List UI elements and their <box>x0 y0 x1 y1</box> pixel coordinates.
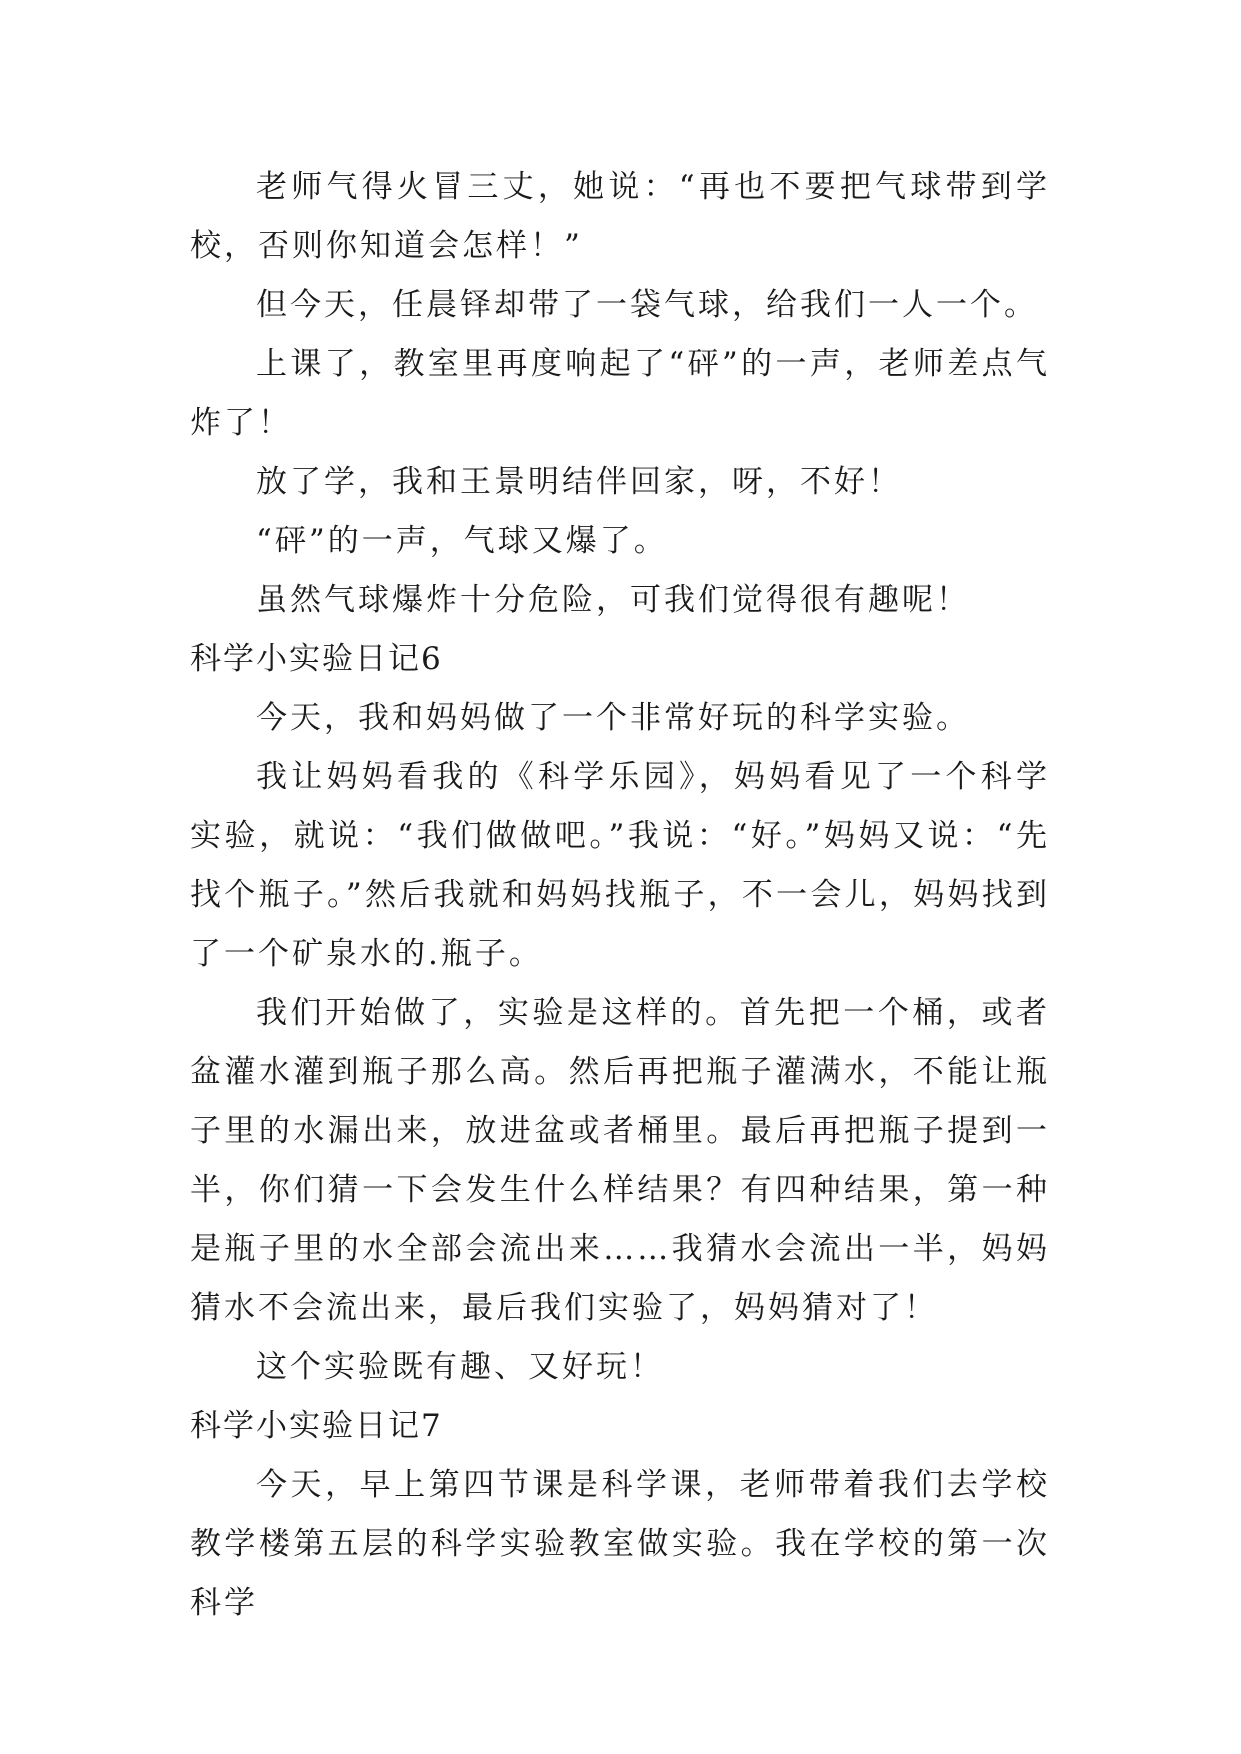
paragraph: 但今天，任晨铎却带了一袋气球，给我们一人一个。 <box>256 287 1038 323</box>
paragraph: 上课了，教室里再度响起了“砰”的一声，老师差点气炸了！ <box>190 346 1050 441</box>
paragraph: 我们开始做了，实验是这样的。首先把一个桶，或者盆灌水灌到瓶子那么高。然后再把瓶子灌满水，不能让瓶子里的水漏出来，放进盆或者桶里。最后再把瓶子提到一半，你们猜一下会发生什么样结果？有四种结果，第一种是瓶子里的水全部会流出来……我猜水会流出一半，妈妈猜水不会流出来，最后我们实验了，妈妈猜对了！ <box>190 995 1050 1326</box>
paragraph: 老师气得火冒三丈，她说：“再也不要把气球带到学校，否则你知道会怎样！” <box>190 169 1050 264</box>
paragraph: 我让妈妈看我的《科学乐园》，妈妈看见了一个科学实验，就说：“我们做做吧。”我说：“好。”妈妈又说：“先找个瓶子。”然后我就和妈妈找瓶子，不一会儿，妈妈找到了一个矿泉水的.瓶子。 <box>190 759 1050 972</box>
paragraph: 今天，早上第四节课是科学课，老师带着我们去学校教学楼第五层的科学实验教室做实验。我在学校的第一次科学 <box>190 1467 1050 1621</box>
paragraph: 这个实验既有趣、又好玩！ <box>256 1349 664 1385</box>
section-title-7: 科学小实验日记7 <box>190 1408 443 1444</box>
paragraph: 今天，我和妈妈做了一个非常好玩的科学实验。 <box>256 700 970 736</box>
paragraph: “砰”的一声，气球又爆了。 <box>256 523 668 559</box>
section-title-6: 科学小实验日记6 <box>190 641 443 677</box>
paragraph: 放了学，我和王景明结伴回家，呀，不好！ <box>256 464 902 500</box>
document-body <box>190 158 1050 1633</box>
paragraph: 虽然气球爆炸十分危险，可我们觉得很有趣呢！ <box>256 582 970 618</box>
